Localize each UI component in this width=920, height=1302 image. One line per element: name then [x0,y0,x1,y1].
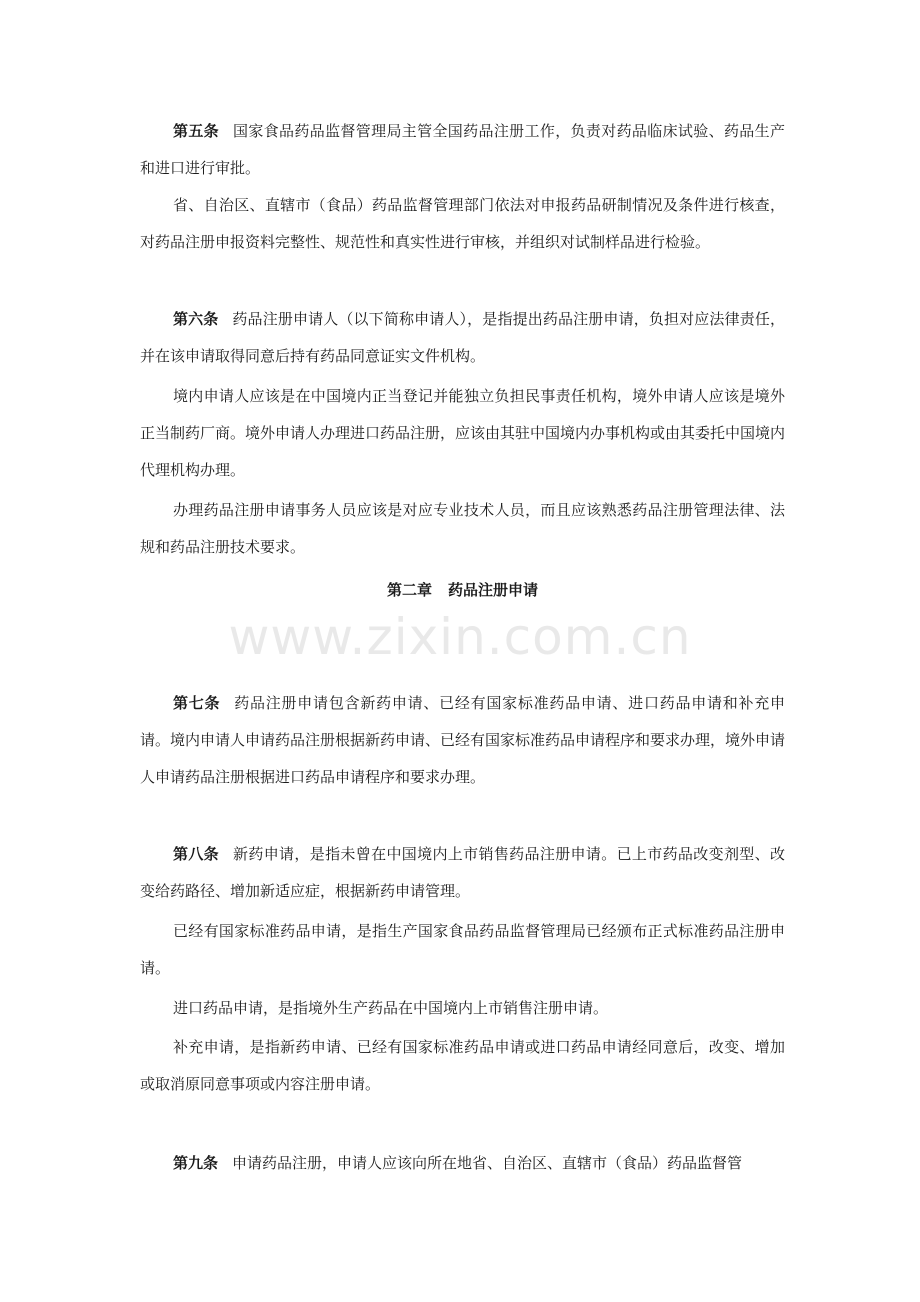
article-6-paragraph-1 [140,301,785,375]
watermark-text: www.zixin.com.cn [228,608,692,666]
article-8-text-1: 新药申请，是指未曾在中国境内上市销售药品注册申请。已上市药品改变剂型、改变给药路径、增加新适应症，根据新药申请管理。 [140,845,785,900]
article-7-label: 第七条 [173,694,221,712]
article-5-text-1: 国家食品药品监督管理局主管全国药品注册工作，负责对药品临床试验、药品生产和进口进行审批。 [140,122,785,177]
article-8-paragraph-3: 进口药品申请，是指境外生产药品在中国境内上市销售注册申请。 [173,999,609,1017]
article-6-paragraph-2: 境内申请人应该是在中国境内正当登记并能独立负担民事责任机构，境外申请人应该是境外正当制药厂商。境外申请人办理进口药品注册，应该由其驻中国境内办事机构或由其委托中国境内代理机构办理。 [140,387,786,479]
article-7-text-1: 药品注册申请包含新药申请、已经有国家标准药品申请、进口药品申请和补充申请。境内申请人申请药品注册根据新药申请、已经有国家标准药品申请程序和要求办理，境外申请人申请药品注册根据进口药品申请程序和要求办理。 [140,694,786,786]
article-6-text-1: 药品注册申请人（以下简称申请人），是指提出药品注册申请，负担对应法律责任，并在该申请取得同意后持有药品同意证实文件机构。 [140,310,785,365]
chapter-number: 第二章 [386,581,432,599]
article-5-paragraph-1 [140,113,785,187]
article-5-paragraph-2: 省、自治区、直辖市（食品）药品监督管理部门依法对申报药品研制情况及条件进行核查，对药品注册申报资料完整性、规范性和真实性进行审核，并组织对试制样品进行检验。 [140,196,785,251]
article-5-label: 第五条 [173,122,220,140]
article-9-text-1: 申请药品注册，申请人应该向所在地省、自治区、直辖市（食品）药品监督管 [232,1154,743,1172]
article-6-label: 第六条 [173,310,219,328]
article-6-paragraph-3: 办理药品注册申请事务人员应该是对应专业技术人员，而且应该熟悉药品注册管理法律、法规和药品注册技术要求。 [140,501,785,556]
chapter-title: 药品注册申请 [448,581,539,599]
article-8-paragraph-4: 补充申请，是指新药申请、已经有国家标准药品申请或进口药品申请经同意后，改变、增加或取消原同意事项或内容注册申请。 [140,1038,785,1093]
article-7-paragraph-1 [140,685,785,796]
article-8-paragraph-1 [140,836,785,910]
article-9-paragraph-1 [140,1145,785,1182]
article-8-paragraph-2: 已经有国家标准药品申请，是指生产国家食品药品监督管理局已经颁布正式标准药品注册申请。 [140,922,785,977]
article-8-label: 第八条 [173,845,220,863]
article-9-label: 第九条 [173,1154,219,1172]
